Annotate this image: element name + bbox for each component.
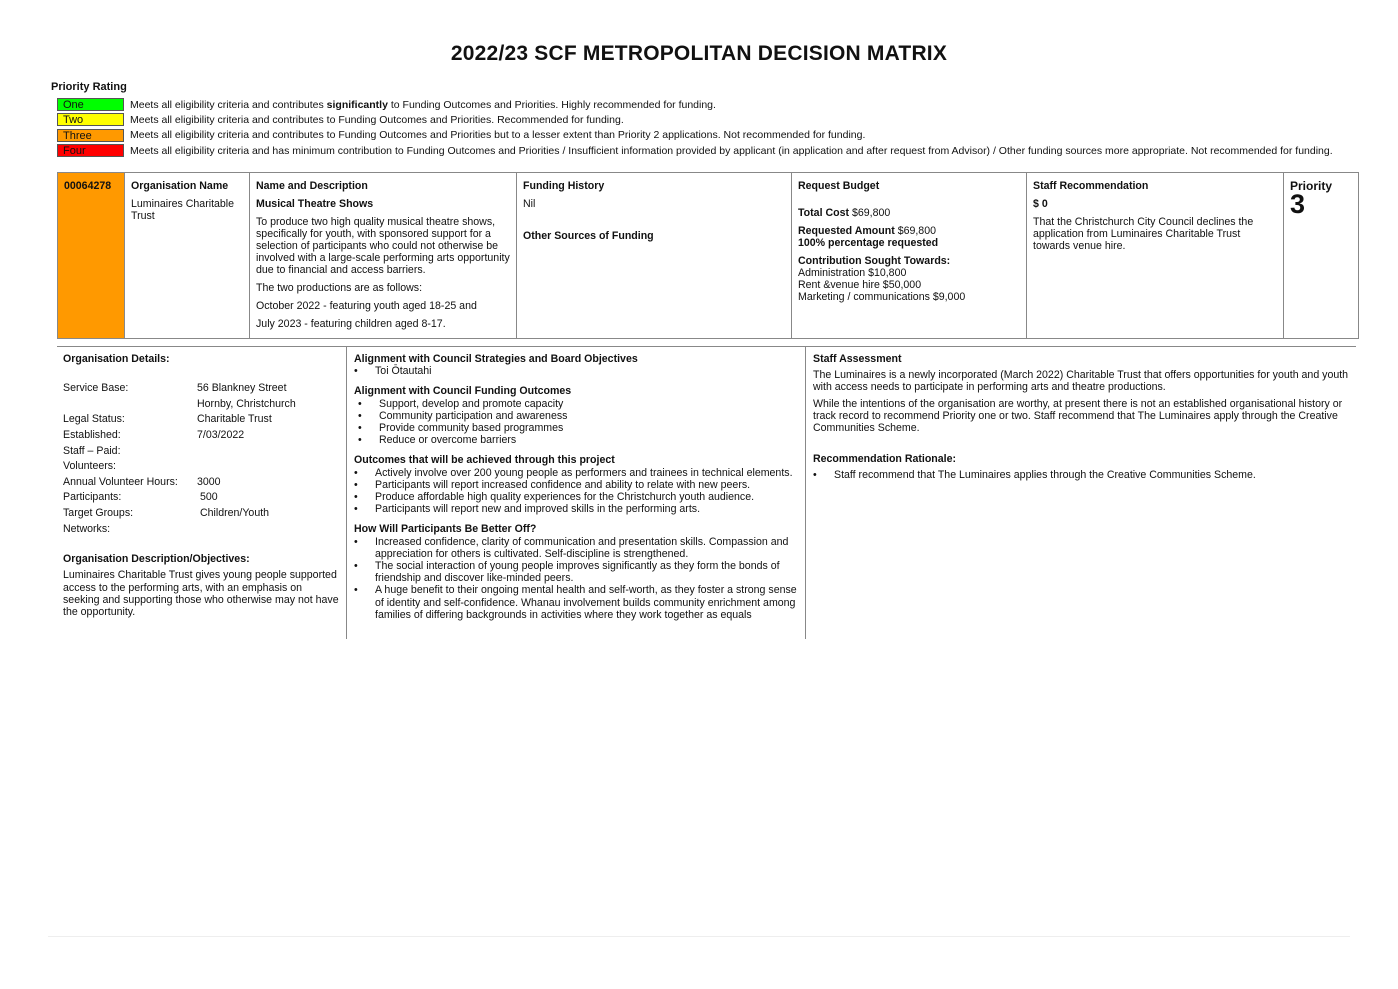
organisation-name-cell xyxy=(125,173,250,339)
detail-row: Legal Status: Charitable Trust xyxy=(63,413,272,426)
other-sources-heading: Other Sources of Funding xyxy=(523,230,654,242)
requested-amount: Requested Amount $69,800 xyxy=(798,225,936,237)
detail-row: Established: 7/03/2022 xyxy=(63,428,245,441)
recommendation-rationale-heading: Recommendation Rationale: xyxy=(813,453,957,466)
request-budget-cell xyxy=(792,173,1027,339)
priority-rating-legend xyxy=(57,97,1333,158)
better-off-heading: How Will Participants Be Better Off? xyxy=(354,523,537,536)
detail-row: Participants: 500 xyxy=(63,491,218,504)
staff-assessment-paragraph-1: The Luminaires is a newly incorporated (March 2022) Charitable Trust that offers opportunities for youth and youth with access needs to participate in performing arts and theatre productions. xyxy=(813,369,1349,394)
priority-value: 3 xyxy=(1290,189,1306,219)
project-name: Musical Theatre Shows xyxy=(256,198,374,210)
project-description: To produce two high quality musical theatre shows, specifically for youth, with sponsored support for a selection of participants who could not otherwise be involved with a large-scale performing arts opportunity due to financial and access barriers. xyxy=(256,216,510,276)
list-item: • Support, develop and promote capacity xyxy=(358,398,799,410)
organisation-name: Luminaires Charitable Trust xyxy=(131,198,235,222)
staff-recommendation-cell xyxy=(1027,173,1284,339)
contribution-heading: Contribution Sought Towards: xyxy=(798,255,951,267)
list-item: • Reduce or overcome barriers xyxy=(358,434,799,446)
detail-row: Staff – Paid: xyxy=(63,444,121,457)
priority-desc-four: Meets all eligibility criteria and has minimum contribution to Funding Outcomes and Priorities / Insufficient information provided by applicant (in application and after request from Advisor) / Other funding sources more appropriate. Not recommended for funding. xyxy=(130,144,1333,157)
priority-rating-heading: Priority Rating xyxy=(51,81,127,93)
priority-desc-three: Meets all eligibility criteria and contributes to Funding Outcomes and Priorities but to a lesser extent than Priority 2 applications. Not recommended for funding. xyxy=(130,129,866,142)
funding-outcomes-list xyxy=(354,398,799,447)
list-item: • Participants will report new and improved skills in the performing arts. xyxy=(354,503,799,515)
organisation-description-heading: Organisation Description/Objectives: xyxy=(63,553,250,566)
priority-swatch-one: One xyxy=(57,98,124,111)
project-production-2: July 2023 - featuring children aged 8-17. xyxy=(256,318,446,330)
priority-row-one xyxy=(57,97,1333,112)
list-item: • The social interaction of young people improves significantly as they form the bonds of friendship and discover like-minded peers. xyxy=(354,560,799,584)
organisation-name-heading: Organisation Name xyxy=(131,180,229,192)
contribution-item: Marketing / communications $9,000 xyxy=(798,291,966,303)
priority-swatch-three: Three xyxy=(57,129,124,142)
organisation-details-column xyxy=(57,347,347,639)
detail-row: Hornby, Christchurch xyxy=(197,397,296,410)
list-item: • Community participation and awareness xyxy=(358,410,799,422)
project-productions-intro: The two productions are as follows: xyxy=(256,282,423,294)
page-title: 2022/23 SCF METROPOLITAN DECISION MATRIX xyxy=(450,42,948,65)
detail-row: Networks: xyxy=(63,522,111,535)
contribution-item: Rent &venue hire $50,000 xyxy=(798,279,922,291)
project-production-1: October 2022 - featuring youth aged 18-25 and xyxy=(256,300,477,312)
strategies-heading: Alignment with Council Strategies and Board Objectives xyxy=(354,353,638,365)
alignment-column xyxy=(348,347,806,639)
list-item: • Produce affordable high quality experiences for the Christchurch youth audience. xyxy=(354,491,799,503)
priority-desc-two: Meets all eligibility criteria and contributes to Funding Outcomes and Priorities. Recommended for funding. xyxy=(130,113,624,126)
detail-row: Target Groups: Children/Youth xyxy=(63,506,270,519)
percentage-requested: 100% percentage requested xyxy=(798,237,939,249)
priority-swatch-two: Two xyxy=(57,113,124,126)
strategies-list xyxy=(354,365,799,377)
rationale-list xyxy=(813,469,1350,481)
funding-history-heading: Funding History xyxy=(523,180,605,192)
list-item: • Increased confidence, clarity of communication and presentation skills. Compassion and appreciation for others is cultivated. Self-discipline is strengthened. xyxy=(354,536,799,560)
list-item: • A huge benefit to their ongoing mental health and self-worth, as they foster a strong sense of identity and self-confidence. Whanau involvement builds community enrichment among families of differing backgrounds in activities where they work together as equals xyxy=(354,584,799,621)
priority-cell xyxy=(1284,173,1359,339)
funding-history-value: Nil xyxy=(523,198,536,210)
priority-heading: Priority xyxy=(1290,179,1333,193)
priority-swatch-four: Four xyxy=(57,144,124,157)
priority-desc-one: Meets all eligibility criteria and contributes significantly to Funding Outcomes and Priorities. Highly recommended for funding. xyxy=(130,98,716,111)
application-id: 00064278 xyxy=(58,173,125,339)
project-outcomes-list xyxy=(354,467,799,516)
detail-row: Volunteers: xyxy=(63,460,117,473)
funding-history-cell xyxy=(517,173,792,339)
detail-row: Annual Volunteer Hours: 3000 xyxy=(63,475,221,488)
name-description-cell xyxy=(250,173,517,339)
funding-outcomes-heading: Alignment with Council Funding Outcomes xyxy=(354,385,572,398)
list-item: • Staff recommend that The Luminaires applies through the Creative Communities Scheme. xyxy=(813,469,1350,481)
detail-row: Service Base: 56 Blankney Street xyxy=(63,382,287,395)
better-off-list xyxy=(354,536,799,621)
staff-assessment-paragraph-2: While the intentions of the organisation are worthy, at present there is not an established organisational history or track record to recommend Priority one or two. Staff recommend that The Luminaires apply through the Creative Communities Scheme. xyxy=(813,397,1343,435)
priority-row-four xyxy=(57,143,1333,158)
application-table xyxy=(57,172,1359,339)
staff-recommendation-amount: $ 0 xyxy=(1033,198,1048,210)
request-budget-heading: Request Budget xyxy=(798,180,880,192)
priority-row-two xyxy=(57,112,1333,127)
staff-recommendation-text: That the Christchurch City Council declines the application from Luminaires Charitable Trust towards venue hire. xyxy=(1033,216,1254,252)
staff-assessment-heading: Staff Assessment xyxy=(813,353,902,365)
organisation-description: Luminaires Charitable Trust gives young people supported access to the performing arts, with an emphasis on seeking and supporting those who otherwise may not have the opportunity. xyxy=(63,569,339,618)
footer-divider xyxy=(48,936,1350,937)
list-item: • Provide community based programmes xyxy=(358,422,799,434)
details-section xyxy=(57,346,1356,639)
organisation-details-heading: Organisation Details: xyxy=(63,353,170,365)
list-item: • Actively involve over 200 young people as performers and trainees in technical elements. xyxy=(354,467,799,479)
name-description-heading: Name and Description xyxy=(256,180,368,192)
total-cost: Total Cost $69,800 xyxy=(798,207,891,219)
priority-row-three xyxy=(57,128,1333,143)
project-outcomes-heading: Outcomes that will be achieved through this project xyxy=(354,454,615,467)
list-item: • Toi Ōtautahi xyxy=(354,365,799,377)
list-item: • Participants will report increased confidence and ability to relate with new peers. xyxy=(354,479,799,491)
staff-assessment-column xyxy=(807,347,1356,639)
contribution-item: Administration $10,800 xyxy=(798,267,907,279)
staff-recommendation-heading: Staff Recommendation xyxy=(1033,180,1149,192)
